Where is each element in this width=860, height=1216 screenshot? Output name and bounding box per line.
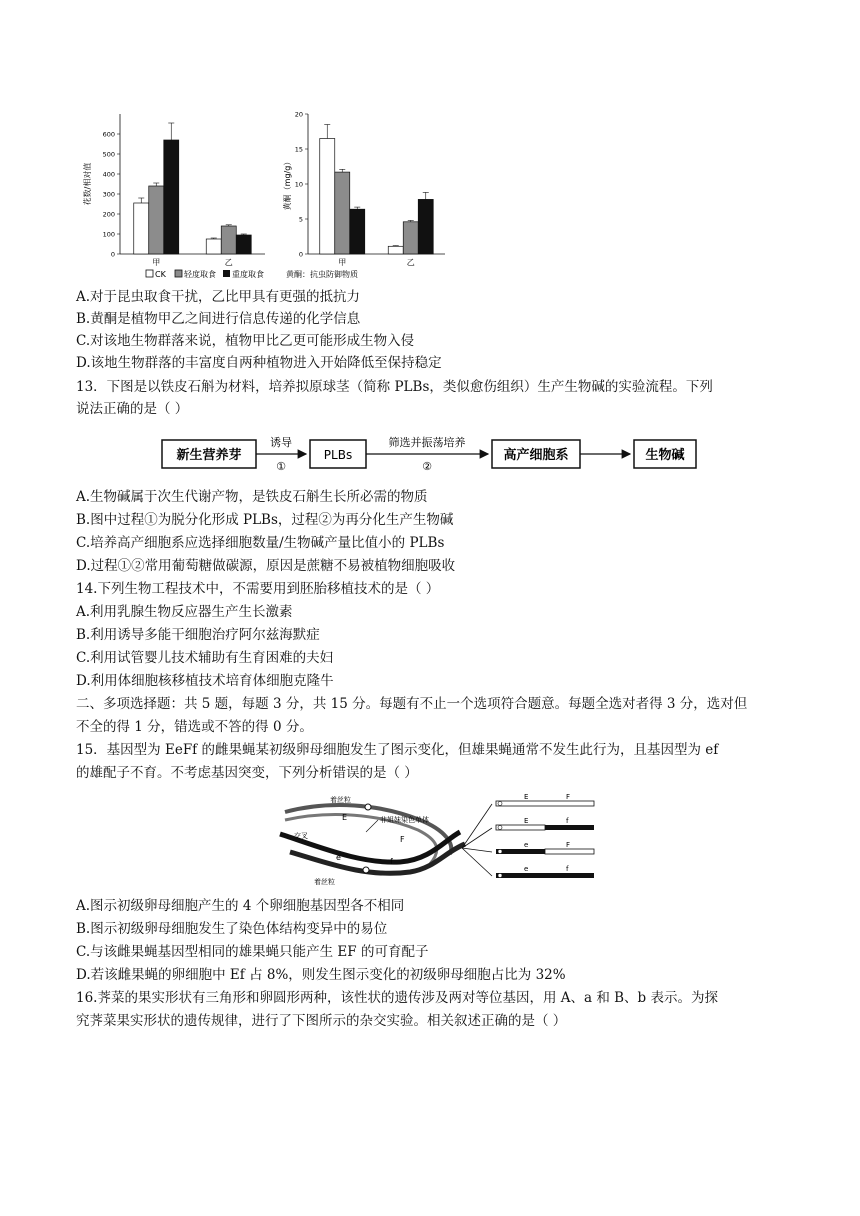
figure-bar-charts [80,104,500,282]
legend-swatch-light [175,270,182,277]
y-tick-label: 100 [102,230,115,239]
bar-轻度取食-甲 [149,186,164,254]
bar-CK-甲 [320,139,335,255]
y-axis-label: 黄酮（mg/g） [283,157,292,211]
gamete-chrom-ef [496,873,594,878]
legend-heavy: 重度取食 [232,270,264,279]
q12-option-c: C.对该地生物群落来说，植物甲比乙更可能形成生物入侵 [76,333,415,349]
q12-option-d: D.该地生物群落的丰富度自两种植物进入开始降低至保持稳定 [76,355,442,371]
y-tick-label: 10 [294,180,303,189]
q14-option-d: D.利用体细胞核移植技术培育体细胞克隆牛 [76,673,334,689]
bar-轻度取食-乙 [403,222,418,254]
gamete-eF-e: e [524,841,529,849]
q12-option-b: B.黄酮是植物甲乙之间进行信息传递的化学信息 [76,311,361,327]
bar-轻度取食-甲 [335,172,350,254]
y-tick-label: 5 [298,215,303,224]
legend-ck: CK [155,270,166,279]
q14-option-b: B.利用诱导多能干细胞治疗阿尔兹海默症 [76,627,320,643]
section2-heading-line1: 二、多项选择题：共 5 题，每题 3 分，共 15 分。每题有不止一个选项符合题意。每题全选对者得 3 分，选对但 [76,696,748,712]
chart-flavonoid [280,104,450,269]
bar-重度取食-甲 [350,209,365,254]
gamete-centromere-2 [498,826,502,830]
bar-重度取食-乙 [418,199,433,254]
bar-CK-乙 [388,246,403,254]
label-non-sister: 非姐妹染色单体 [380,816,429,824]
q14-stem: 14.下列生物工程技术中，不需要用到胚胎移植技术的是（ ） [76,581,440,597]
y-tick-label: 0 [298,250,303,259]
gamete-centromere-1 [498,802,502,806]
gamete-chrom-eF-right [545,849,594,854]
q13-option-b: B.图中过程①为脱分化形成 PLBs，过程②为再分化生产生物碱 [76,512,454,528]
q15-option-d: D.若该雌果蝇的卵细胞中 Ef 占 8%，则发生图示变化的初级卵母细胞占比为 32% [76,967,566,983]
bar-重度取食-乙 [236,235,251,254]
gamete-centromere-3 [498,850,502,854]
legend-swatch-heavy [223,270,230,277]
label-gene-e: e [336,853,341,862]
flow-box-bud-label: 新生营养芽 [176,448,242,463]
label-chiasma: 交叉 [294,832,308,840]
bar-重度取食-甲 [164,140,179,254]
q15-chromosome-diagram [270,792,600,892]
label-gene-F: F [400,835,405,844]
q13-option-c: C.培养高产细胞系应选择细胞数量/生物碱产量比值小的 PLBs [76,535,445,551]
q16-stem-line1: 16.荠菜的果实形状有三角形和卵圆形两种，该性状的遗传涉及两对等位基因，用 A、a 和 B、b 表示。为探 [76,990,718,1006]
label-gene-f: f [390,857,393,866]
y-tick-label: 0 [110,250,115,259]
chart-legend [140,267,500,283]
flow-box-alkaloid-label: 生物碱 [645,448,685,463]
flow-box-cellline-label: 高产细胞系 [503,448,569,463]
pointer-non-sister [366,820,378,832]
x-category-label: 甲 [152,258,161,267]
y-tick-label: 500 [102,150,115,159]
gamete-ef-f: f [566,865,569,873]
gamete-EF-E: E [524,793,529,801]
label-centromere-bottom: 着丝粒 [314,878,335,886]
chart-flower-count [80,104,270,269]
gamete-Ef-E: E [524,817,529,825]
y-tick-label: 600 [102,130,115,139]
flow-arrow-2-top: 筛选并振荡培养 [388,436,466,449]
arrow-out-4 [462,848,492,876]
gamete-chrom-EF [496,801,594,806]
arrow-out-1 [462,804,492,848]
q13-flowchart [160,430,700,478]
y-tick-label: 400 [102,170,115,179]
section2-heading-line2: 不全的得 1 分，错选或不答的得 0 分。 [76,719,313,735]
gamete-eF-F: F [566,841,571,849]
q15-option-c: C.与该雌果蝇基因型相同的雄果蝇只能产生 EF 的可育配子 [76,944,429,960]
gamete-centromere-4 [498,874,502,878]
q15-option-b: B.图示初级卵母细胞发生了染色体结构变异中的易位 [76,921,388,937]
x-category-label: 乙 [406,258,415,267]
y-tick-label: 300 [102,190,115,199]
centromere-bottom [363,867,369,873]
arrow-out-3 [462,848,492,852]
q14-option-c: C.利用试管婴儿技术辅助有生育困难的夫妇 [76,650,334,666]
legend-swatch-ck [146,270,153,277]
y-axis-label: 花数/相对值 [83,162,92,206]
centromere-top [365,804,371,810]
bar-轻度取食-乙 [221,226,236,254]
q15-option-a: A.图示初级卵母细胞产生的 4 个卵细胞基因型各不相同 [76,898,405,914]
flow-arrow-1-bottom: ① [276,460,286,473]
gamete-chrom-Ef-right [545,825,594,830]
gamete-EF-F: F [566,793,571,801]
q13-option-d: D.过程①②常用葡萄糖做碳源，原因是蔗糖不易被植物细胞吸收 [76,558,456,574]
legend-light: 轻度取食 [184,270,216,279]
q13-stem-line1: 13．下图是以铁皮石斛为材料，培养拟原球茎（简称 PLBs，类似愈伤组织）生产生物碱的实验流程。下列 [76,379,713,395]
q13-stem-line2: 说法正确的是（ ） [76,401,189,417]
x-category-label: 乙 [224,258,233,267]
bar-CK-乙 [206,239,221,254]
q16-stem-line2: 究荠菜果实形状的遗传规律，进行了下图所示的杂交实验。相关叙述正确的是（ ） [76,1013,567,1029]
legend-note: 黄酮：抗虫防御物质 [286,270,358,279]
bar-CK-甲 [134,203,149,254]
flow-box-plbs-label: PLBs [323,448,353,462]
gamete-chrom-Ef-left [496,825,545,830]
y-tick-label: 20 [294,110,303,119]
arrow-out-2 [462,828,492,848]
gamete-chrom-eF-left [496,849,545,854]
label-centromere-top: 着丝粒 [330,796,351,804]
q15-stem-line1: 15．基因型为 EeFf 的雌果蝇某初级卵母细胞发生了图示变化，但雄果蝇通常不发生此行为，且基因型为 ef [76,742,719,758]
q15-stem-line2: 的雄配子不育。不考虑基因突变，下列分析错误的是（ ） [76,765,418,781]
y-tick-label: 200 [102,210,115,219]
flow-arrow-1-top: 诱导 [270,436,292,449]
q12-option-a: A.对于昆虫取食干扰，乙比甲具有更强的抵抗力 [76,289,361,305]
y-tick-label: 15 [294,145,303,154]
flow-arrow-2-bottom: ② [422,460,432,473]
q14-option-a: A.利用乳腺生物反应器生产生长激素 [76,604,293,620]
q13-option-a: A.生物碱属于次生代谢产物，是铁皮石斛生长所必需的物质 [76,489,428,505]
label-gene-E: E [342,813,348,822]
gamete-ef-e: e [524,865,529,873]
gamete-Ef-f: f [566,817,569,825]
x-category-label: 甲 [338,258,347,267]
